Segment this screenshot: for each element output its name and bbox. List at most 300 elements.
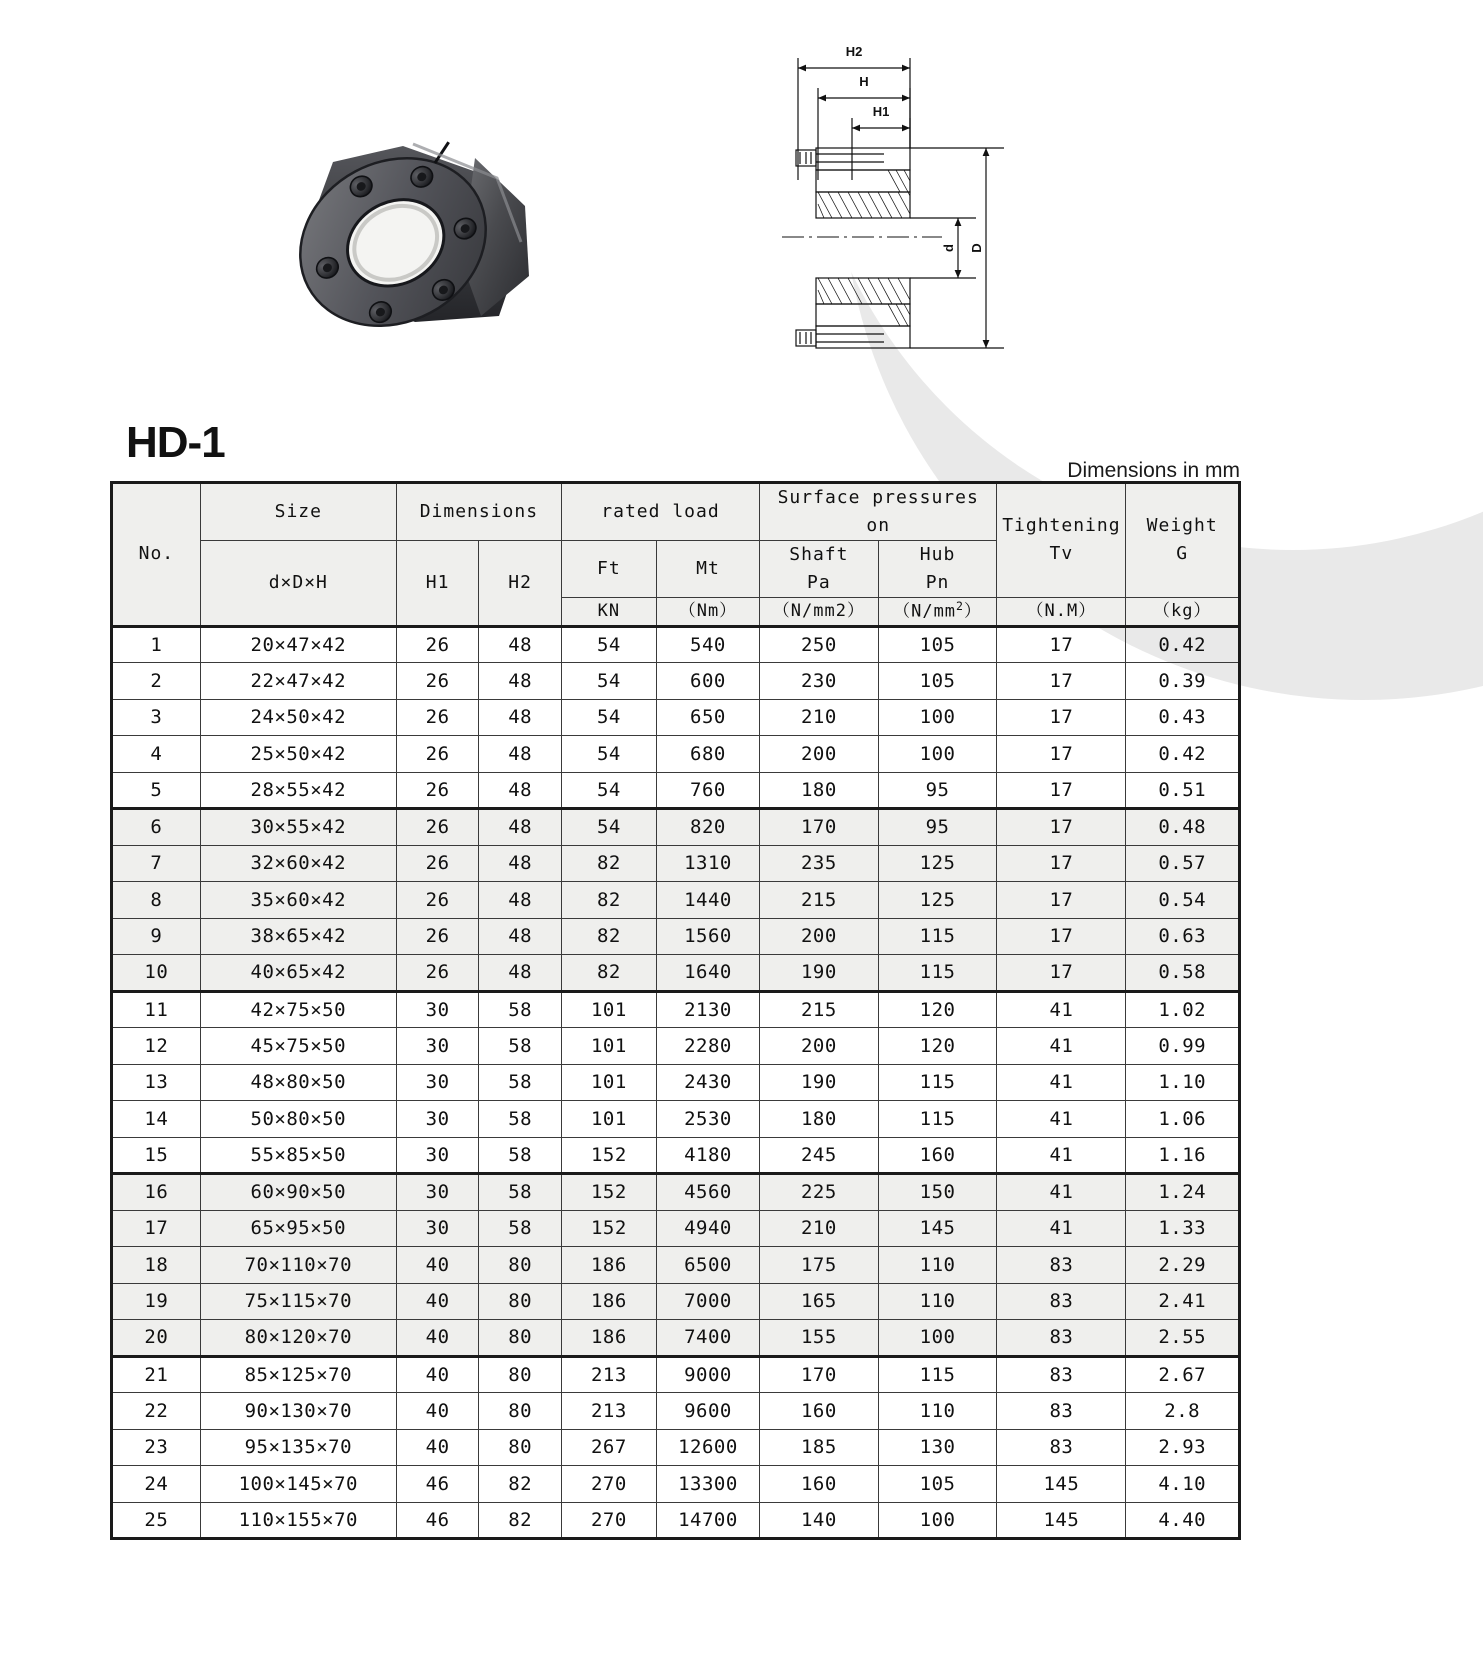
cell-h1: 30 xyxy=(396,1137,479,1174)
cell-pn: 95 xyxy=(878,772,997,809)
cell-tv: 41 xyxy=(997,1028,1126,1065)
cell-ft: 152 xyxy=(561,1137,656,1174)
cell-mt: 1560 xyxy=(656,918,759,955)
cell-tv: 41 xyxy=(997,1101,1126,1138)
cell-h2: 80 xyxy=(479,1320,562,1357)
cell-ft: 186 xyxy=(561,1283,656,1320)
cell-size: 95×135×70 xyxy=(200,1429,396,1466)
cell-pn: 145 xyxy=(878,1210,997,1247)
table-row xyxy=(112,699,1240,736)
cell-ft: 186 xyxy=(561,1320,656,1357)
cell-tv: 83 xyxy=(997,1247,1126,1284)
cell-mt: 2130 xyxy=(656,991,759,1028)
cell-tv: 41 xyxy=(997,1137,1126,1174)
cell-tv: 17 xyxy=(997,955,1126,992)
table-row xyxy=(112,1429,1240,1466)
cell-tv: 17 xyxy=(997,626,1126,663)
cell-no: 16 xyxy=(112,1174,201,1211)
cell-h2: 82 xyxy=(479,1502,562,1539)
technical-section-drawing xyxy=(760,40,1040,400)
cell-h1: 26 xyxy=(396,699,479,736)
cell-pa: 160 xyxy=(760,1393,879,1430)
cell-g: 0.42 xyxy=(1126,626,1240,663)
header-ft-unit: KN xyxy=(561,597,656,626)
cell-g: 2.29 xyxy=(1126,1247,1240,1284)
cell-mt: 13300 xyxy=(656,1466,759,1503)
cell-size: 75×115×70 xyxy=(200,1283,396,1320)
header-dimensions-group: Dimensions xyxy=(396,483,561,541)
cell-g: 0.43 xyxy=(1126,699,1240,736)
cell-size: 30×55×42 xyxy=(200,809,396,846)
cell-mt: 14700 xyxy=(656,1502,759,1539)
cell-h1: 40 xyxy=(396,1247,479,1284)
cell-no: 17 xyxy=(112,1210,201,1247)
cell-pa: 140 xyxy=(760,1502,879,1539)
cell-h1: 26 xyxy=(396,955,479,992)
cell-mt: 6500 xyxy=(656,1247,759,1284)
cell-h1: 30 xyxy=(396,1064,479,1101)
cell-pa: 250 xyxy=(760,626,879,663)
cell-h2: 48 xyxy=(479,626,562,663)
cell-h1: 26 xyxy=(396,663,479,700)
header-pa-label: Pa xyxy=(807,571,831,593)
table-row xyxy=(112,1356,1240,1393)
cell-pn: 130 xyxy=(878,1429,997,1466)
cell-ft: 186 xyxy=(561,1247,656,1284)
table-row xyxy=(112,1466,1240,1503)
cell-pa: 210 xyxy=(760,1210,879,1247)
cell-size: 55×85×50 xyxy=(200,1137,396,1174)
drawing-label-d-large: D xyxy=(969,243,984,253)
cell-no: 4 xyxy=(112,736,201,773)
header-mt-unit: （Nm） xyxy=(656,597,759,626)
cell-h1: 26 xyxy=(396,736,479,773)
cell-pn: 105 xyxy=(878,626,997,663)
cell-ft: 54 xyxy=(561,772,656,809)
cell-pn: 110 xyxy=(878,1247,997,1284)
cell-no: 24 xyxy=(112,1466,201,1503)
cell-size: 65×95×50 xyxy=(200,1210,396,1247)
cell-h1: 26 xyxy=(396,882,479,919)
cell-pa: 215 xyxy=(760,991,879,1028)
cell-g: 0.42 xyxy=(1126,736,1240,773)
cell-mt: 540 xyxy=(656,626,759,663)
cell-h2: 48 xyxy=(479,809,562,846)
cell-h2: 80 xyxy=(479,1283,562,1320)
cell-ft: 54 xyxy=(561,663,656,700)
cell-pa: 175 xyxy=(760,1247,879,1284)
cell-no: 8 xyxy=(112,882,201,919)
cell-tv: 17 xyxy=(997,809,1126,846)
cell-ft: 270 xyxy=(561,1466,656,1503)
cell-h2: 58 xyxy=(479,1064,562,1101)
header-g-label: G xyxy=(1176,543,1189,565)
cell-ft: 54 xyxy=(561,699,656,736)
cell-size: 38×65×42 xyxy=(200,918,396,955)
cell-mt: 2280 xyxy=(656,1028,759,1065)
cell-no: 5 xyxy=(112,772,201,809)
cell-h1: 40 xyxy=(396,1356,479,1393)
cell-no: 14 xyxy=(112,1101,201,1138)
cell-size: 22×47×42 xyxy=(200,663,396,700)
cell-size: 100×145×70 xyxy=(200,1466,396,1503)
cell-pn: 110 xyxy=(878,1393,997,1430)
cell-ft: 152 xyxy=(561,1174,656,1211)
table-row xyxy=(112,736,1240,773)
drawing-label-h2: H2 xyxy=(845,44,863,59)
table-row xyxy=(112,882,1240,919)
cell-pn: 105 xyxy=(878,663,997,700)
table-row xyxy=(112,772,1240,809)
cell-pa: 225 xyxy=(760,1174,879,1211)
cell-pa: 185 xyxy=(760,1429,879,1466)
header-tightening-label: Tightening xyxy=(1002,515,1121,537)
cell-pa: 210 xyxy=(760,699,879,736)
cell-mt: 1310 xyxy=(656,845,759,882)
table-row xyxy=(112,626,1240,663)
cell-g: 0.39 xyxy=(1126,663,1240,700)
cell-ft: 82 xyxy=(561,845,656,882)
cell-ft: 101 xyxy=(561,1101,656,1138)
illustration-band xyxy=(0,0,1483,420)
cell-size: 20×47×42 xyxy=(200,626,396,663)
header-weight-label: Weight xyxy=(1146,515,1218,537)
cell-pn: 120 xyxy=(878,991,997,1028)
cell-pa: 170 xyxy=(760,809,879,846)
table-row xyxy=(112,1101,1240,1138)
page-title: HD-1 xyxy=(126,418,225,467)
cell-no: 25 xyxy=(112,1502,201,1539)
cell-tv: 17 xyxy=(997,918,1126,955)
cell-no: 13 xyxy=(112,1064,201,1101)
cell-mt: 4180 xyxy=(656,1137,759,1174)
cell-mt: 4560 xyxy=(656,1174,759,1211)
cell-ft: 82 xyxy=(561,882,656,919)
cell-g: 0.58 xyxy=(1126,955,1240,992)
locking-assembly-photo xyxy=(285,110,545,360)
cell-h2: 58 xyxy=(479,991,562,1028)
cell-tv: 83 xyxy=(997,1429,1126,1466)
cell-no: 11 xyxy=(112,991,201,1028)
cell-size: 28×55×42 xyxy=(200,772,396,809)
cell-h1: 26 xyxy=(396,772,479,809)
table-row xyxy=(112,1174,1240,1211)
cell-ft: 213 xyxy=(561,1393,656,1430)
cell-pa: 160 xyxy=(760,1466,879,1503)
cell-pa: 170 xyxy=(760,1356,879,1393)
header-pn-unit xyxy=(878,597,997,626)
header-mt: Mt xyxy=(656,540,759,597)
table-row xyxy=(112,1502,1240,1539)
cell-g: 1.06 xyxy=(1126,1101,1240,1138)
cell-no: 3 xyxy=(112,699,201,736)
header-no: No. xyxy=(112,483,201,627)
spec-table-head xyxy=(112,483,1240,627)
cell-size: 90×130×70 xyxy=(200,1393,396,1430)
cell-mt: 9000 xyxy=(656,1356,759,1393)
cell-tv: 41 xyxy=(997,1210,1126,1247)
cell-g: 2.93 xyxy=(1126,1429,1240,1466)
cell-no: 22 xyxy=(112,1393,201,1430)
cell-no: 7 xyxy=(112,845,201,882)
cell-size: 48×80×50 xyxy=(200,1064,396,1101)
cell-h2: 58 xyxy=(479,1101,562,1138)
cell-pn: 115 xyxy=(878,1064,997,1101)
table-row xyxy=(112,1210,1240,1247)
cell-mt: 760 xyxy=(656,772,759,809)
cell-h1: 46 xyxy=(396,1502,479,1539)
cell-tv: 17 xyxy=(997,699,1126,736)
cell-pa: 235 xyxy=(760,845,879,882)
cell-size: 42×75×50 xyxy=(200,991,396,1028)
cell-h2: 48 xyxy=(479,736,562,773)
cell-h2: 80 xyxy=(479,1247,562,1284)
cell-mt: 820 xyxy=(656,809,759,846)
cell-pn: 120 xyxy=(878,1028,997,1065)
cell-g: 1.10 xyxy=(1126,1064,1240,1101)
drawing-label-d-small: d xyxy=(941,244,956,252)
cell-h2: 80 xyxy=(479,1393,562,1430)
cell-h1: 30 xyxy=(396,1028,479,1065)
cell-h1: 40 xyxy=(396,1429,479,1466)
cell-no: 18 xyxy=(112,1247,201,1284)
cell-tv: 83 xyxy=(997,1356,1126,1393)
header-tightening xyxy=(997,483,1126,598)
header-tv-label: Tv xyxy=(1049,543,1074,565)
cell-tv: 83 xyxy=(997,1393,1126,1430)
cell-ft: 82 xyxy=(561,918,656,955)
header-ft: Ft xyxy=(561,540,656,597)
drawing-label-h: H xyxy=(859,74,869,89)
table-row xyxy=(112,663,1240,700)
header-h1: H1 xyxy=(396,540,479,626)
cell-size: 45×75×50 xyxy=(200,1028,396,1065)
cell-pa: 165 xyxy=(760,1283,879,1320)
cell-h1: 30 xyxy=(396,991,479,1028)
cell-pa: 200 xyxy=(760,918,879,955)
cell-pa: 215 xyxy=(760,882,879,919)
cell-h2: 58 xyxy=(479,1028,562,1065)
cell-no: 6 xyxy=(112,809,201,846)
cell-pn: 95 xyxy=(878,809,997,846)
cell-no: 10 xyxy=(112,955,201,992)
cell-mt: 2430 xyxy=(656,1064,759,1101)
cell-h2: 48 xyxy=(479,772,562,809)
table-row xyxy=(112,1064,1240,1101)
cell-tv: 17 xyxy=(997,736,1126,773)
cell-no: 2 xyxy=(112,663,201,700)
cell-h1: 40 xyxy=(396,1283,479,1320)
header-weight xyxy=(1126,483,1240,598)
header-pn-unit-suffix: ） xyxy=(964,601,982,622)
cell-mt: 4940 xyxy=(656,1210,759,1247)
cell-ft: 101 xyxy=(561,1028,656,1065)
cell-mt: 1640 xyxy=(656,955,759,992)
cell-mt: 12600 xyxy=(656,1429,759,1466)
table-row xyxy=(112,1137,1240,1174)
header-size-sub: d×D×H xyxy=(200,540,396,626)
drawing-label-h1: H1 xyxy=(872,104,890,119)
cell-tv: 145 xyxy=(997,1502,1126,1539)
cell-h1: 26 xyxy=(396,809,479,846)
cell-h1: 26 xyxy=(396,918,479,955)
table-row xyxy=(112,809,1240,846)
cell-pn: 115 xyxy=(878,1101,997,1138)
table-row xyxy=(112,1393,1240,1430)
cell-no: 21 xyxy=(112,1356,201,1393)
cell-ft: 54 xyxy=(561,736,656,773)
cell-ft: 82 xyxy=(561,955,656,992)
cell-pn: 125 xyxy=(878,845,997,882)
cell-size: 24×50×42 xyxy=(200,699,396,736)
header-pn-unit-prefix: （N/mm xyxy=(893,601,957,622)
table-row xyxy=(112,1320,1240,1357)
cell-g: 2.67 xyxy=(1126,1356,1240,1393)
cell-pa: 190 xyxy=(760,1064,879,1101)
cell-size: 80×120×70 xyxy=(200,1320,396,1357)
table-row xyxy=(112,991,1240,1028)
cell-tv: 41 xyxy=(997,1064,1126,1101)
cell-pn: 115 xyxy=(878,918,997,955)
cell-pn: 125 xyxy=(878,882,997,919)
cell-tv: 83 xyxy=(997,1320,1126,1357)
cell-ft: 267 xyxy=(561,1429,656,1466)
cell-size: 25×50×42 xyxy=(200,736,396,773)
header-rated-load-group: rated load xyxy=(561,483,759,541)
cell-mt: 650 xyxy=(656,699,759,736)
cell-h2: 48 xyxy=(479,663,562,700)
cell-no: 23 xyxy=(112,1429,201,1466)
dimensions-note: Dimensions in mm xyxy=(1067,459,1240,482)
spec-table xyxy=(110,481,1241,1540)
cell-mt: 1440 xyxy=(656,882,759,919)
cell-pa: 230 xyxy=(760,663,879,700)
cell-size: 40×65×42 xyxy=(200,955,396,992)
cell-h2: 82 xyxy=(479,1466,562,1503)
cell-h2: 80 xyxy=(479,1356,562,1393)
cell-ft: 101 xyxy=(561,991,656,1028)
cell-h1: 26 xyxy=(396,845,479,882)
header-hub xyxy=(878,540,997,597)
cell-tv: 17 xyxy=(997,663,1126,700)
spec-table-container xyxy=(110,481,1241,1540)
cell-tv: 41 xyxy=(997,991,1126,1028)
cell-ft: 54 xyxy=(561,626,656,663)
cell-pn: 100 xyxy=(878,1502,997,1539)
table-row xyxy=(112,845,1240,882)
cell-g: 1.24 xyxy=(1126,1174,1240,1211)
header-g-unit: （kg） xyxy=(1126,597,1240,626)
cell-h2: 58 xyxy=(479,1137,562,1174)
cell-no: 19 xyxy=(112,1283,201,1320)
cell-h2: 58 xyxy=(479,1174,562,1211)
cell-h2: 58 xyxy=(479,1210,562,1247)
cell-size: 50×80×50 xyxy=(200,1101,396,1138)
header-pn-label: Pn xyxy=(925,571,950,593)
cell-h2: 48 xyxy=(479,845,562,882)
header-pn-unit-sup: 2 xyxy=(956,598,964,613)
cell-tv: 145 xyxy=(997,1466,1126,1503)
cell-g: 0.99 xyxy=(1126,1028,1240,1065)
cell-size: 60×90×50 xyxy=(200,1174,396,1211)
table-row xyxy=(112,1028,1240,1065)
cell-pa: 200 xyxy=(760,736,879,773)
cell-g: 2.41 xyxy=(1126,1283,1240,1320)
cell-g: 2.8 xyxy=(1126,1393,1240,1430)
cell-size: 32×60×42 xyxy=(200,845,396,882)
cell-ft: 213 xyxy=(561,1356,656,1393)
table-row xyxy=(112,1283,1240,1320)
cell-mt: 2530 xyxy=(656,1101,759,1138)
cell-g: 0.54 xyxy=(1126,882,1240,919)
header-shaft xyxy=(760,540,879,597)
cell-g: 0.51 xyxy=(1126,772,1240,809)
cell-h2: 80 xyxy=(479,1429,562,1466)
cell-ft: 152 xyxy=(561,1210,656,1247)
header-shaft-label: Shaft xyxy=(789,543,849,565)
table-row xyxy=(112,918,1240,955)
cell-pa: 180 xyxy=(760,1101,879,1138)
cell-size: 110×155×70 xyxy=(200,1502,396,1539)
cell-tv: 41 xyxy=(997,1174,1126,1211)
cell-h1: 40 xyxy=(396,1393,479,1430)
cell-pa: 190 xyxy=(760,955,879,992)
cell-g: 4.10 xyxy=(1126,1466,1240,1503)
cell-h2: 48 xyxy=(479,955,562,992)
cell-pn: 115 xyxy=(878,1356,997,1393)
cell-pa: 155 xyxy=(760,1320,879,1357)
cell-no: 15 xyxy=(112,1137,201,1174)
cell-ft: 101 xyxy=(561,1064,656,1101)
cell-pn: 100 xyxy=(878,736,997,773)
cell-mt: 7400 xyxy=(656,1320,759,1357)
cell-g: 1.16 xyxy=(1126,1137,1240,1174)
cell-tv: 17 xyxy=(997,845,1126,882)
cell-pn: 105 xyxy=(878,1466,997,1503)
cell-size: 70×110×70 xyxy=(200,1247,396,1284)
cell-tv: 83 xyxy=(997,1283,1126,1320)
cell-ft: 54 xyxy=(561,809,656,846)
cell-g: 4.40 xyxy=(1126,1502,1240,1539)
cell-h1: 30 xyxy=(396,1210,479,1247)
cell-no: 1 xyxy=(112,626,201,663)
cell-pn: 110 xyxy=(878,1283,997,1320)
cell-no: 12 xyxy=(112,1028,201,1065)
cell-g: 1.33 xyxy=(1126,1210,1240,1247)
cell-size: 35×60×42 xyxy=(200,882,396,919)
cell-pn: 100 xyxy=(878,699,997,736)
cell-pa: 200 xyxy=(760,1028,879,1065)
table-row xyxy=(112,1247,1240,1284)
cell-pn: 150 xyxy=(878,1174,997,1211)
cell-pn: 160 xyxy=(878,1137,997,1174)
spec-table-body xyxy=(112,626,1240,1539)
cell-mt: 600 xyxy=(656,663,759,700)
header-h2: H2 xyxy=(479,540,562,626)
cell-pn: 115 xyxy=(878,955,997,992)
cell-h2: 48 xyxy=(479,882,562,919)
cell-mt: 680 xyxy=(656,736,759,773)
header-tv-unit: （N.M） xyxy=(997,597,1126,626)
header-hub-label: Hub xyxy=(919,543,956,565)
header-size-group: Size xyxy=(200,483,396,541)
cell-no: 20 xyxy=(112,1320,201,1357)
cell-h1: 26 xyxy=(396,626,479,663)
cell-mt: 9600 xyxy=(656,1393,759,1430)
cell-g: 0.63 xyxy=(1126,918,1240,955)
cell-pn: 100 xyxy=(878,1320,997,1357)
cell-g: 2.55 xyxy=(1126,1320,1240,1357)
